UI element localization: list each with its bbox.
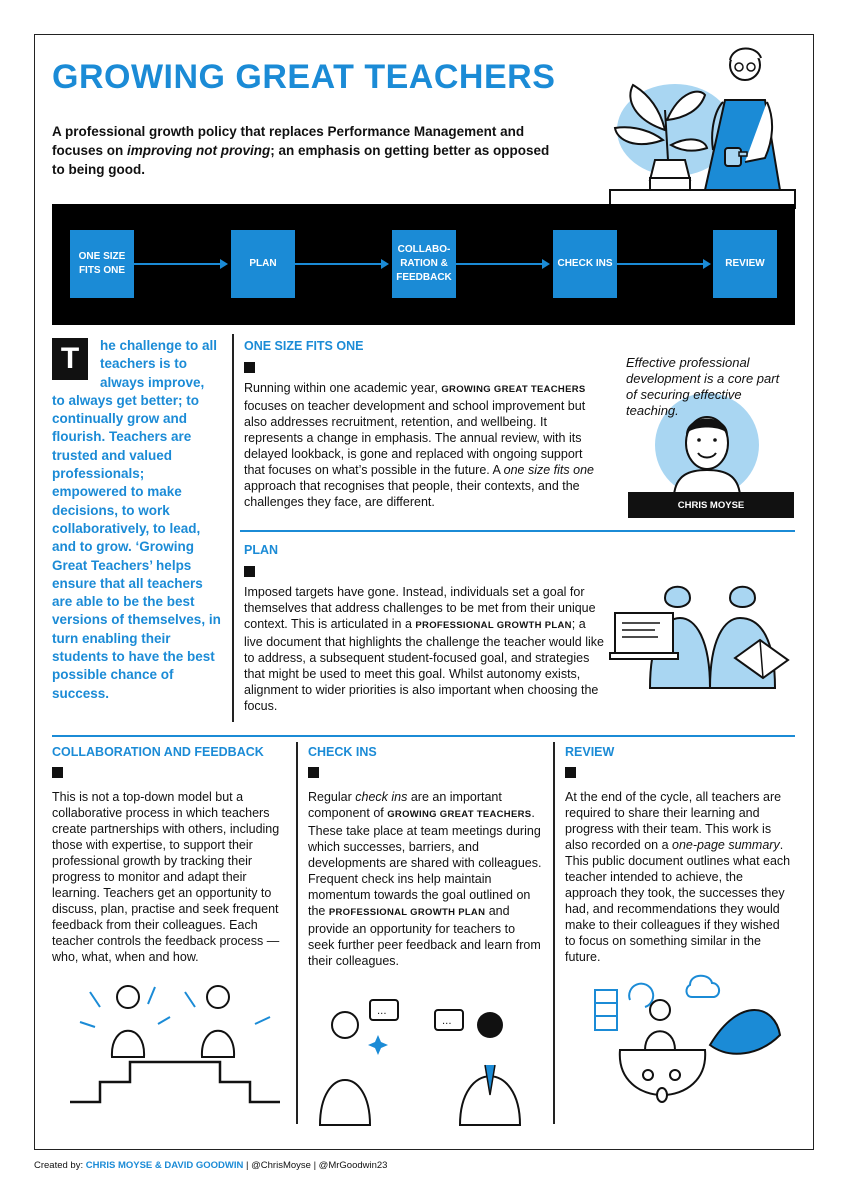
column-divider: [232, 334, 234, 722]
section-divider: [240, 530, 795, 532]
step-plan: PLAN: [231, 230, 295, 298]
svg-text:...: ...: [377, 1006, 387, 1017]
section-heading-collaboration: COLLABORATION AND FEEDBACK: [52, 745, 264, 759]
svg-text:...: ...: [442, 1016, 452, 1027]
page-title: GROWING GREAT TEACHERS: [52, 58, 556, 96]
gardener-illustration: [605, 40, 795, 210]
section-heading-plan: PLAN: [244, 543, 279, 557]
planning-illustration: [610, 578, 790, 698]
column-divider: [296, 742, 298, 1124]
column-divider: [553, 742, 555, 1124]
step-collaboration-feedback: COLLABO-RATION & FEEDBACK: [392, 230, 456, 298]
square-bullet-icon: [52, 767, 63, 778]
collaboration-text: This is not a top-down model but a collaborative process in which teachers create partnerships with others, including those with expertise, to support their professional growth by tracking their progress to monitor and adapt their learning. Teachers get an opportunity to discuss, plan, practise and seek frequent feedback from their colleagues. Each teacher controls the feedback process — who, what, when and how.: [52, 790, 280, 964]
check-ins-text: Regular check ins are an important component of GROWING GREAT TEACHERS. These take place at team meetings during which successes, barriers, and developments are shared with colleagues. Frequent check ins help maintain momentum towards the goal outlined on the PROFESSIONAL GROWTH PLAN and provide an opportunity for teachers to seek further peer feedback and learn from their colleagues.: [308, 790, 542, 968]
collaboration-illustration: [70, 972, 280, 1107]
step-review: REVIEW: [713, 230, 777, 298]
step-check-ins: CHECK INS: [553, 230, 617, 298]
arrow-right-icon: [134, 263, 226, 265]
one-size-text: Running within one academic year, GROWING GREAT TEACHERS focuses on teacher development and school improvement but also addresses recruitment, retention, and wellbeing. It represents a change in emphasis. The annual review, with its delayed lookback, is gone and replaced with ongoing support that focuses on what’s possible in the future. A one size fits one approach that recognises that people, their contexts, and the challenges they face, are different.: [244, 381, 594, 509]
square-bullet-icon: [308, 767, 319, 778]
plan-text: Imposed targets have gone. Instead, individuals set a goal for themselves that address challenges to be met from their unique context. This is articulated in a PROFESSIONAL GROWTH PLAN; a live document that highlights the challenge the teacher would like to address, a subsequent student-focused goal, and strategies that might be used to meet this goal. Whilst autonomy exists, alignment to wider priorities is also important when choosing the focus.: [244, 585, 604, 713]
credits: Created by: CHRIS MOYSE & DAVID GOODWIN | @ChrisMoyse | @MrGoodwin23: [34, 1160, 388, 1171]
intro-text: he challenge to all teachers is to always improve, to always get better; to continually grow and flourish. Teachers are trusted and valued professionals; empowered to make decisions, to work collaboratively, to lead, and to grow. ‘Growing Great Teachers’ helps ensure that all teachers are able to be the best versions of themselves, in turn enabling their students to have the best possible chance of success.: [52, 338, 221, 701]
reflection-illustration: [590, 965, 785, 1115]
conversation-illustration: [310, 995, 535, 1125]
square-bullet-icon: [244, 566, 255, 577]
quote-attribution: CHRIS MOYSE: [628, 492, 794, 518]
arrow-right-icon: [295, 263, 387, 265]
section-heading-review: REVIEW: [565, 745, 615, 759]
square-bullet-icon: [244, 362, 255, 373]
section-heading-one-size: ONE SIZE FITS ONE: [244, 339, 364, 353]
section-heading-check-ins: CHECK INS: [308, 745, 377, 759]
review-text: At the end of the cycle, all teachers are required to share their learning and progress with their team. This work is also recorded on a one-page summary. This public document outlines what each teacher intended to achieve, the approach they took, the successes they had, and recommendations they would make to their colleagues if they wished to focus on something similar in the future.: [565, 790, 791, 964]
section-divider: [52, 735, 795, 737]
arrow-right-icon: [617, 263, 709, 265]
arrow-right-icon: [456, 263, 548, 265]
square-bullet-icon: [565, 767, 576, 778]
step-one-size-fits-one: ONE SIZE FITS ONE: [70, 230, 134, 298]
pull-quote: Effective professional development is a core part of securing effective teaching.: [626, 355, 780, 418]
process-band: [52, 204, 795, 325]
drop-cap: T: [52, 338, 88, 380]
page-subtitle: A professional growth policy that replaces Performance Management and focuses on improving not proving; an emphasis on getting better as opposed to being good.: [52, 124, 550, 177]
